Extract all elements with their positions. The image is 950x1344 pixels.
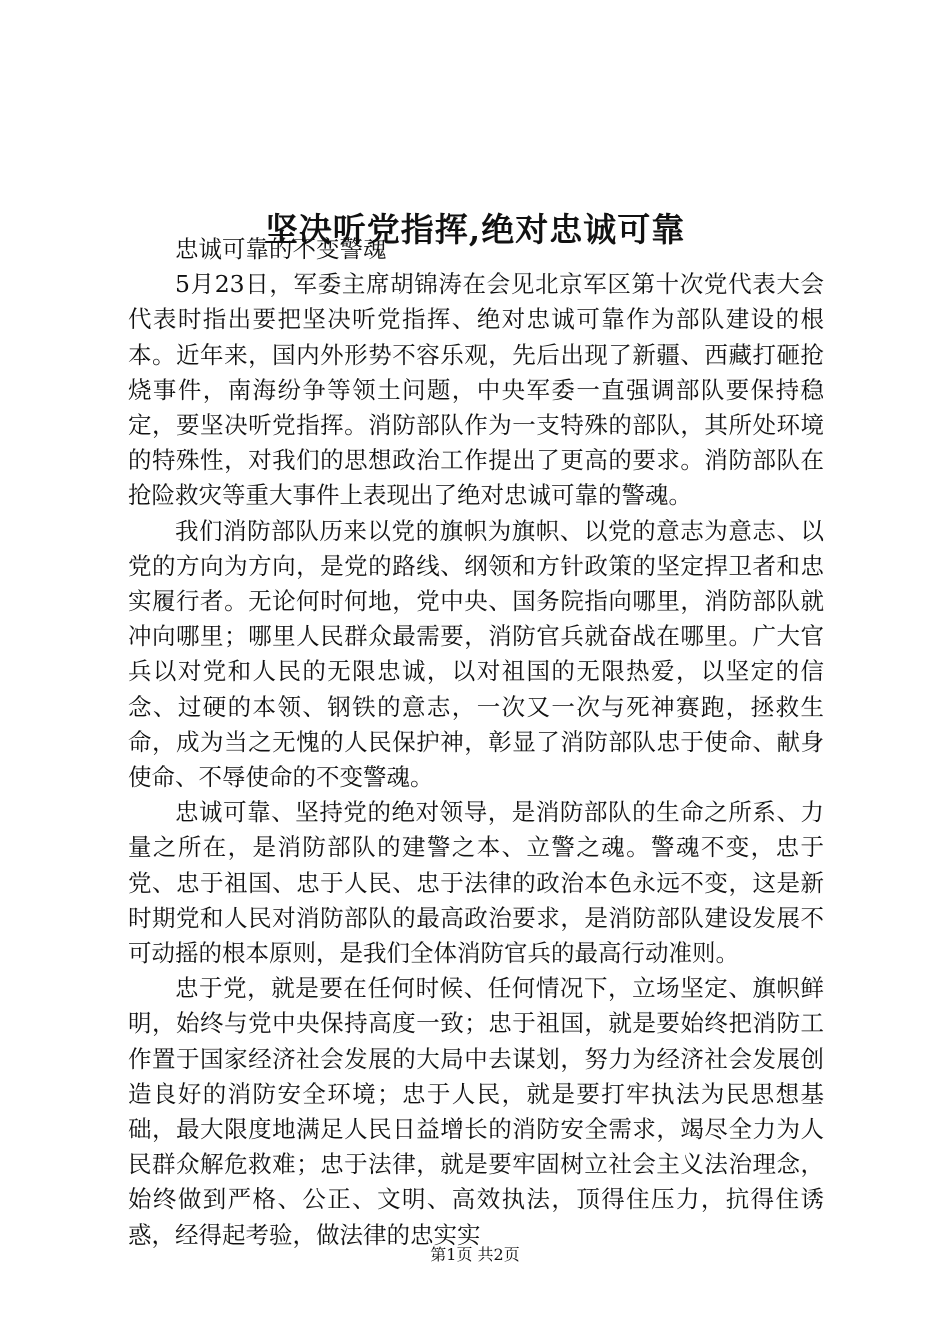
document-title: 坚决听党指挥,绝对忠诚可靠: [264, 210, 686, 250]
section-subtitle: 忠诚可靠的不变警魂: [175, 235, 387, 263]
document-body: [128, 232, 824, 1253]
paragraph: 我们消防部队历来以党的旗帜为旗帜、以党的意志为意志、以党的方向为方向，是党的路线、纲领和方针政策的坚定捍卫者和忠实履行者。无论何时何地，党中央、国务院指向哪里，消防部队就冲向哪里；哪里人民群众最需要，消防官兵就奋战在哪里。广大官兵以对党和人民的无限忠诚，以对祖国的无限热爱，以坚定的信念、过硬的本领、钢铁的意志，一次又一次与死神赛跑，拯救生命，成为当之无愧的人民保护神，彰显了消防部队忠于使命、献身使命、不辱使命的不变警魂。: [128, 516, 824, 792]
paragraph: 忠于党，就是要在任何时候、任何情况下，立场坚定、旗帜鲜明，始终与党中央保持高度一致；忠于祖国，就是要始终把消防工作置于国家经济社会发展的大局中去谋划，努力为经济社会发展创造良好的消防安全环境；忠于人民，就是要打牢执法为民思想基础，最大限度地满足人民日益增长的消防安全需求，竭尽全力为人民群众解危救难；忠于法律，就是要牢固树立社会主义法治理念，始终做到严格、公正、文明、高效执法，顶得住压力，抗得住诱惑，经得起考验，做法律的忠实实: [128, 974, 824, 1249]
paragraph: 5月23日，军委主席胡锦涛在会见北京军区第十次党代表大会代表时指出要把坚决听党指挥、绝对忠诚可靠作为部队建设的根本。近年来，国内外形势不容乐观，先后出现了新疆、西藏打砸抢烧事件，南海纷争等领土问题，中央军委一直强调部队要保持稳定，要坚决听党指挥。消防部队作为一支特殊的部队，其所处环境的特殊性，对我们的思想政治工作提出了更高的要求。消防部队在抢险救灾等重大事件上表现出了绝对忠诚可靠的警魂。: [128, 270, 824, 510]
paragraph: 忠诚可靠、坚持党的绝对领导，是消防部队的生命之所系、力量之所在，是消防部队的建警之本、立警之魂。警魂不变，忠于党、忠于祖国、忠于人民、忠于法律的政治本色永远不变，这是新时期党和人民对消防部队的最高政治要求，是消防部队建设发展不可动摇的根本原则，是我们全体消防官兵的最高行动准则。: [128, 798, 824, 968]
page-number-footer: 第1页 共2页: [430, 1245, 520, 1264]
